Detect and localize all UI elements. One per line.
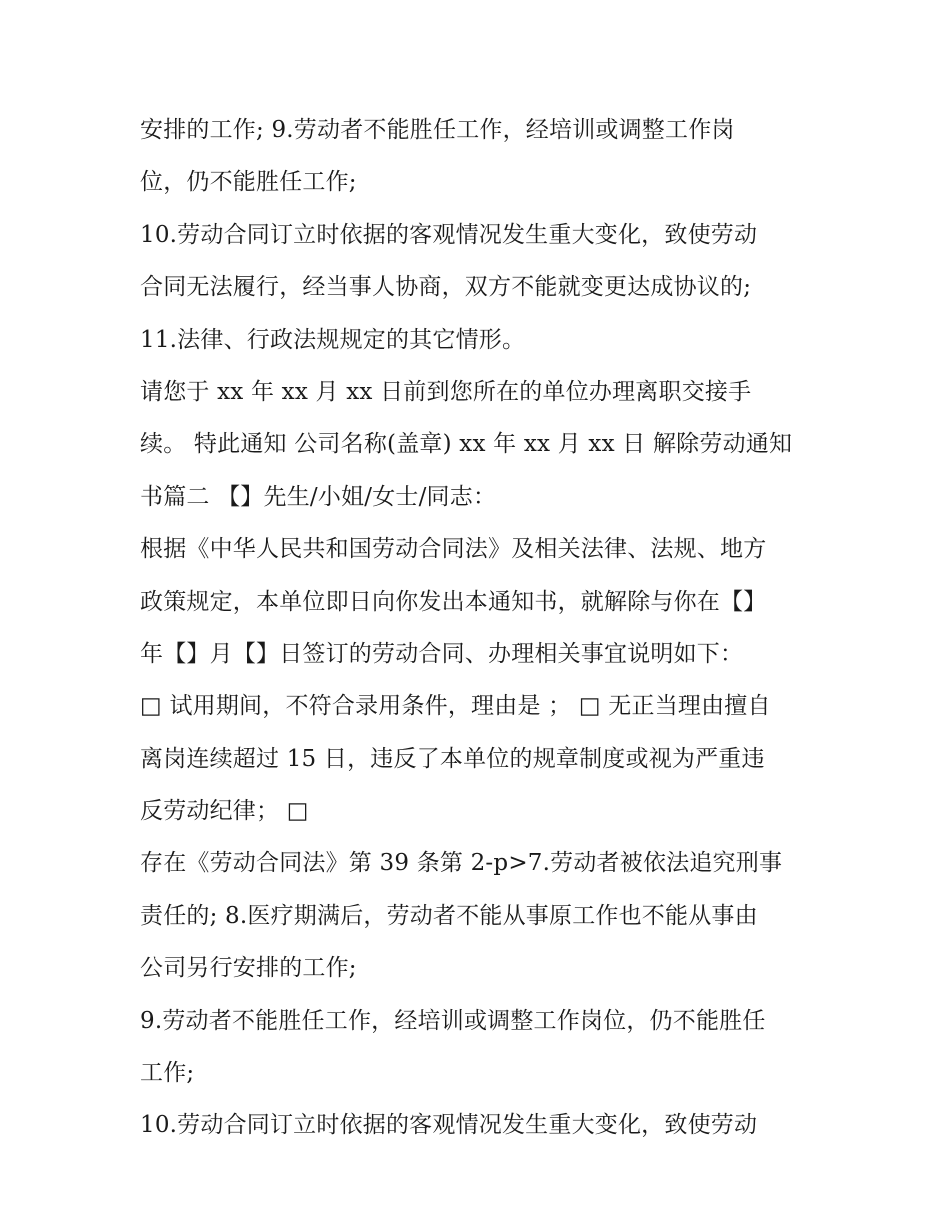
text-line: 10.劳动合同订立时依据的客观情况发生重大变化，致使劳动 bbox=[140, 221, 758, 248]
text-line: 工作; bbox=[140, 1060, 195, 1087]
text-line: 合同无法履行，经当事人协商，双方不能就变更达成协议的; bbox=[140, 274, 752, 301]
text-line: 公司另行安排的工作; bbox=[140, 955, 357, 982]
text-line: 年【】月【】日签订的劳动合同、办理相关事宜说明如下： bbox=[140, 640, 744, 667]
text-line: 书篇二 【】先生/小姐/女士/同志： bbox=[140, 483, 497, 510]
text-line: 安排的工作; 9.劳动者不能胜任工作，经培训或调整工作岗 bbox=[140, 117, 735, 143]
text-line: 反劳动纪律； □ bbox=[140, 798, 309, 825]
text-line: 请您于 xx 年 xx 月 xx 日前到您所在的单位办理离职交接手 bbox=[140, 378, 752, 405]
text-line: 11.法律、行政法规规定的其它情形。 bbox=[140, 326, 526, 353]
text-line: 位，仍不能胜任工作; bbox=[140, 169, 357, 196]
text-line: □ 试用期间，不符合录用条件，理由是 ； □ 无正当理由擅自 bbox=[140, 693, 771, 720]
document-body bbox=[140, 104, 830, 1152]
text-line: 续。 特此通知 公司名称(盖章) xx 年 xx 月 xx 日 解除劳动通知 bbox=[140, 431, 793, 458]
text-line: 根据《中华人民共和国劳动合同法》及相关法律、法规、地方 bbox=[140, 536, 767, 563]
text-line: 10.劳动合同订立时依据的客观情况发生重大变化，致使劳动 bbox=[140, 1112, 758, 1139]
text-line: 责任的; 8.医疗期满后，劳动者不能从事原工作也不能从事由 bbox=[140, 902, 758, 929]
text-line: 9.劳动者不能胜任工作，经培训或调整工作岗位，仍不能胜任 bbox=[140, 1007, 766, 1034]
text-line: 存在《劳动合同法》第 39 条第 2-p>7.劳动者被依法追究刑事 bbox=[140, 850, 783, 877]
text-line: 政策规定，本单位即日向你发出本通知书，就解除与你在【】 bbox=[140, 588, 767, 615]
text-line: 离岗连续超过 15 日，违反了本单位的规章制度或视为严重违 bbox=[140, 745, 765, 772]
